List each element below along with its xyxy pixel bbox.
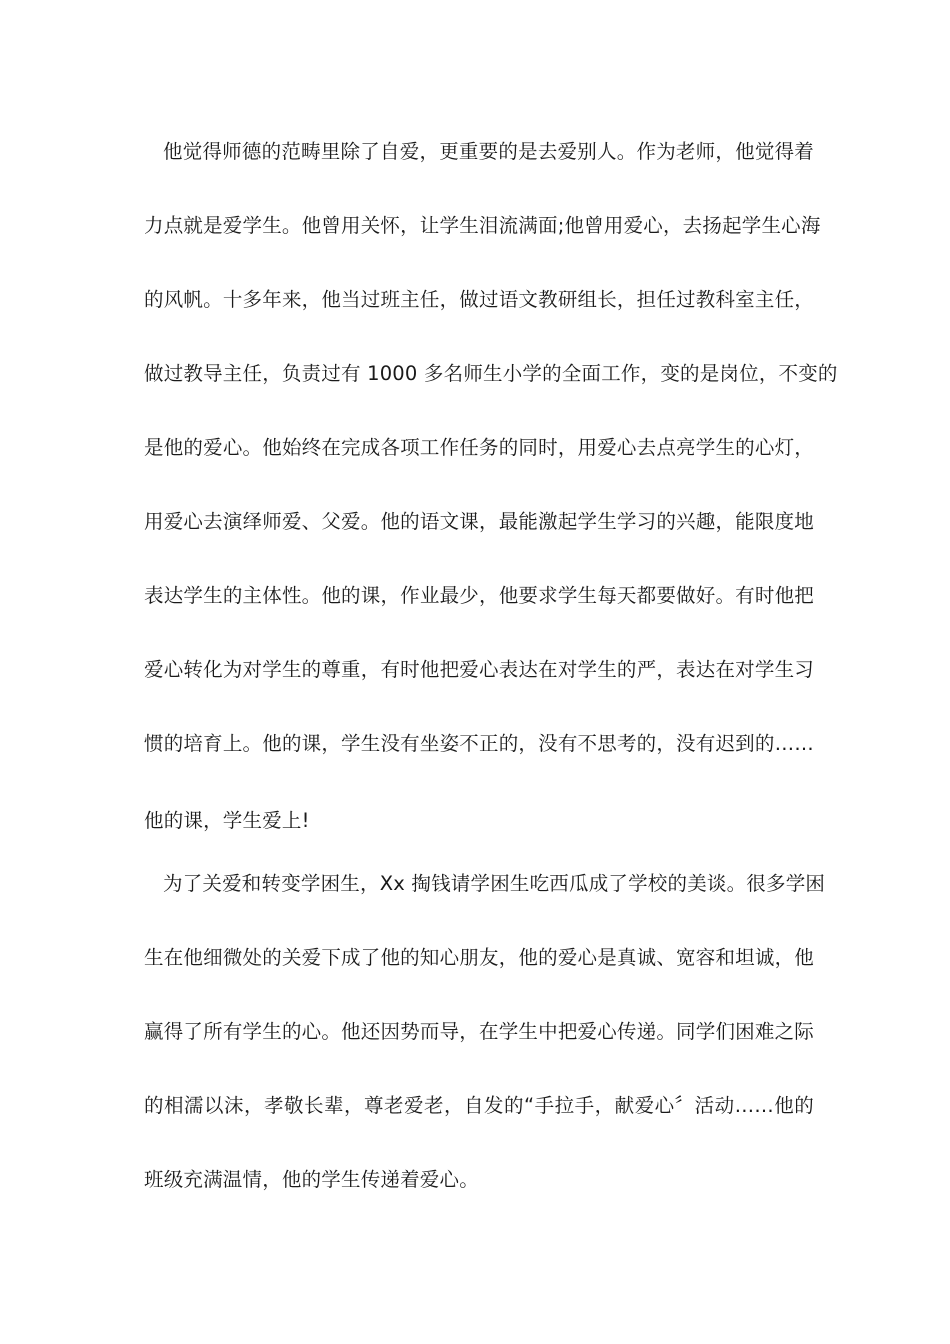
paragraph-line: 他觉得师德的范畴里除了自爱，更重要的是去爱别人。作为老师，他觉得着 <box>163 140 814 163</box>
paragraph-line: 表达学生的主体性。他的课，作业最少，他要求学生每天都要做好。有时他把 <box>144 584 814 607</box>
paragraph-line: 惯的培育上。他的课，学生没有坐姿不正的，没有不思考的，没有迟到的…… <box>144 732 814 755</box>
paragraph-line: 赢得了所有学生的心。他还因势而导，在学生中把爱心传递。同学们困难之际 <box>144 1020 814 1043</box>
paragraph-line: 是他的爱心。他始终在完成各项工作任务的同时，用爱心去点亮学生的心灯， <box>144 436 814 459</box>
paragraph-line: 力点就是爱学生。他曾用关怀，让学生泪流满面;他曾用爱心，去扬起学生心海 <box>144 214 821 237</box>
paragraph-line: 班级充满温情，他的学生传递着爱心。 <box>144 1168 479 1191</box>
paragraph-line: 为了关爱和转变学困生，Xx 掏钱请学困生吃西瓜成了学校的美谈。很多学困 <box>163 872 826 895</box>
paragraph-line: 做过教导主任，负责过有 1000 多名师生小学的全面工作，变的是岗位，不变的 <box>144 362 838 385</box>
paragraph-line: 生在他细微处的关爱下成了他的知心朋友，他的爱心是真诚、宽容和坦诚，他 <box>144 946 814 969</box>
paragraph-line: 的风帆。十多年来，他当过班主任，做过语文教研组长，担任过教科室主任， <box>144 288 814 311</box>
paragraph-line: 用爱心去演绎师爱、父爱。他的语文课，最能激起学生学习的兴趣，能限度地 <box>144 510 814 533</box>
paragraph-line: 爱心转化为对学生的尊重，有时他把爱心表达在对学生的严，表达在对学生习 <box>144 658 814 681</box>
paragraph-line: 他的课，学生爱上! <box>144 809 310 832</box>
paragraph-line: 的相濡以沫，孝敬长辈，尊老爱老，自发的“手拉手，献爱心〞活动……他的 <box>144 1094 814 1117</box>
